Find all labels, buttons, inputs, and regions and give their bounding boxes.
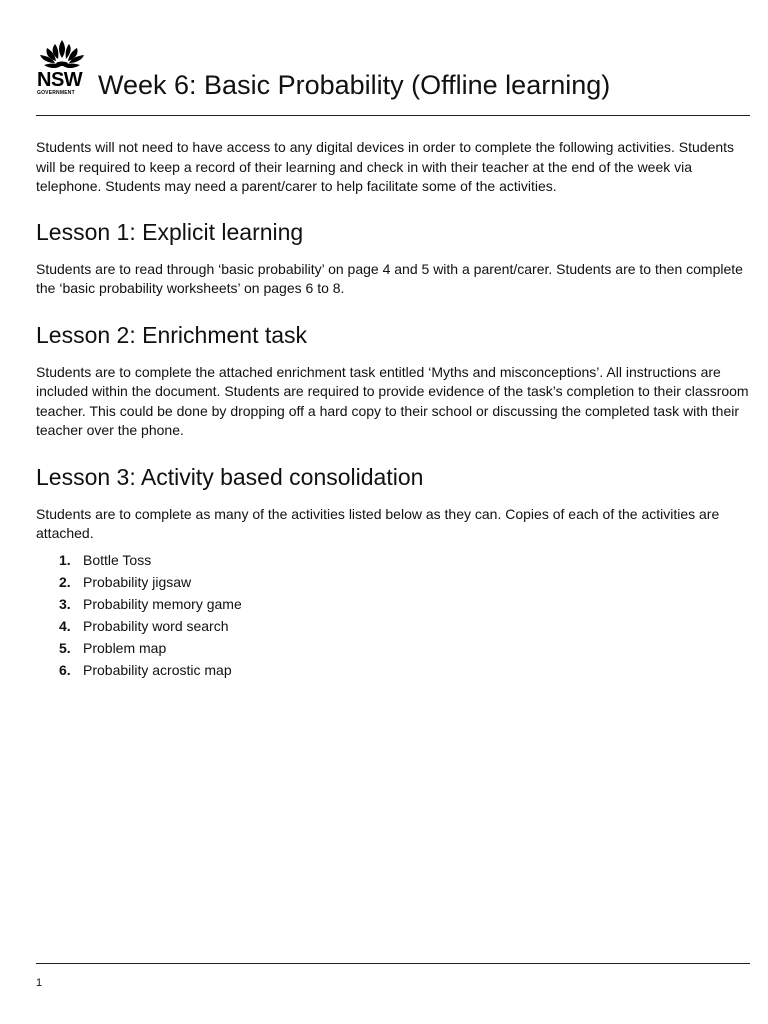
logo-subtext: GOVERNMENT: [37, 90, 75, 96]
list-item-label: Bottle Toss: [83, 551, 152, 568]
list-item-label: Probability jigsaw: [83, 573, 192, 590]
list-item: [36, 593, 750, 615]
document-header: [36, 38, 750, 116]
lesson-1-heading: Lesson 1: Explicit learning: [36, 218, 304, 245]
lesson-3-body: Students are to complete as many of the activities listed below as they can. Copies of each of the activities are attached.: [36, 505, 720, 541]
list-item: [36, 637, 750, 659]
list-item-number: 4.: [59, 617, 71, 634]
logo-wordmark: NSW: [37, 69, 83, 91]
waratah-icon: [36, 38, 90, 72]
document-body: [36, 138, 750, 681]
lesson-2-heading: Lesson 2: Enrichment task: [36, 321, 308, 348]
page-number: 1: [36, 977, 43, 989]
list-item-label: Probability memory game: [83, 595, 242, 612]
list-item: [36, 549, 750, 571]
list-item-number: 6.: [59, 661, 71, 678]
header-divider: [36, 115, 750, 116]
page-title: Week 6: Basic Probability (Offline learning): [98, 70, 611, 100]
list-item: [36, 659, 750, 681]
list-item-number: 5.: [59, 639, 71, 656]
lesson-1-body: Students are to read through ‘basic probability’ on page 4 and 5 with a parent/carer. Students are to then complete the ‘basic probability worksheets’ on pages 6 to 8.: [36, 260, 743, 296]
list-item-label: Probability acrostic map: [83, 661, 232, 678]
lesson-3-heading: Lesson 3: Activity based consolidation: [36, 463, 424, 490]
list-item: [36, 571, 750, 593]
intro-paragraph: Students will not need to have access to any digital devices in order to complete the following activities. Students will be required to keep a record of their learning and check in with their teacher at the end of the week via telephone. Students may need a parent/carer to help facilitate some of the activities.: [36, 139, 735, 194]
list-item: [36, 615, 750, 637]
list-item-number: 1.: [59, 551, 71, 568]
list-item-label: Problem map: [83, 639, 167, 656]
list-item-number: 2.: [59, 573, 71, 590]
list-item-label: Probability word search: [83, 617, 229, 634]
activity-list: [36, 549, 750, 681]
nsw-government-logo: [36, 38, 90, 96]
footer-divider: [36, 963, 750, 964]
lesson-2-body: Students are to complete the attached enrichment task entitled ‘Myths and misconceptions’. All instructions are included within the document. Students are required to provide evidence of the task’s completion to their classroom teacher. This could be done by dropping off a hard copy to their school or discussing the completed task with their teacher over the phone.: [36, 363, 749, 438]
list-item-number: 3.: [59, 595, 71, 612]
